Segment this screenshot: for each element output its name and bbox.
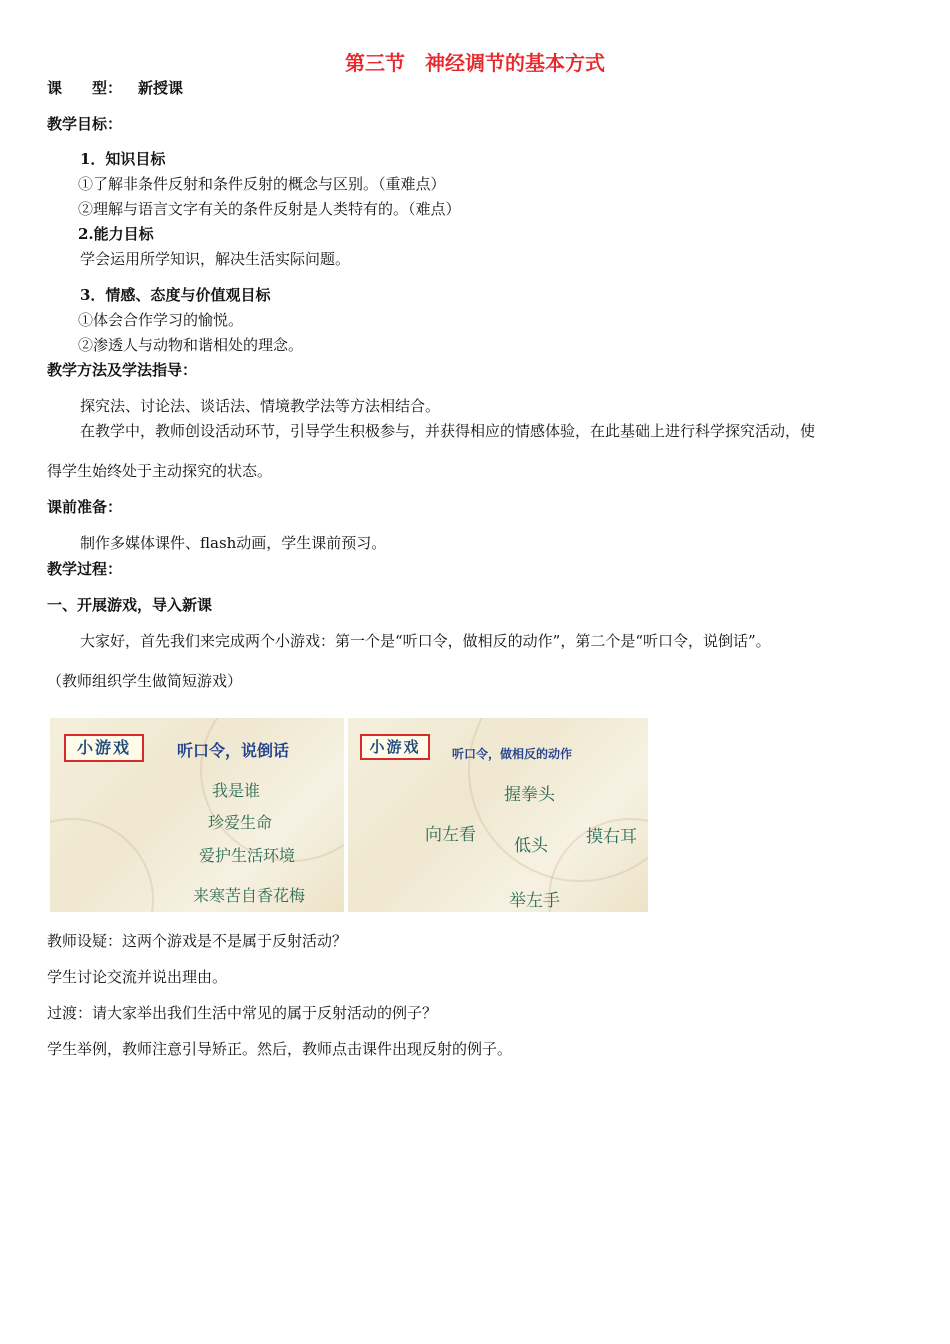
objectives-heading: 教学目标： [47, 115, 123, 133]
game-word: 举左手 [509, 891, 560, 911]
emotion-item: ②渗透人与动物和谐相处的理念。 [78, 336, 304, 354]
methods-line: 在教学中，教师创设活动环节，引导学生积极参与，并获得相应的情感体验，在此基础上进行科学探究活动，使 [80, 422, 816, 440]
ability-heading: 2.能力目标 [78, 225, 154, 243]
methods-heading: 教学方法及学法指导： [47, 361, 198, 379]
ability-item: 学会运用所学知识，解决生活实际问题。 [80, 250, 351, 268]
game-word: 摸右耳 [586, 827, 637, 847]
game-word: 我是谁 [212, 781, 261, 800]
knowledge-item: ②理解与语言文字有关的条件反射是人类特有的。（难点） [78, 200, 461, 218]
game-word: 低头 [514, 836, 548, 856]
game-word: 向左看 [425, 825, 476, 845]
game-tag: 小游戏 [360, 734, 430, 760]
emotion-heading: 3．情感、态度与价值观目标 [80, 286, 271, 304]
intro-text: 大家好，首先我们来完成两个小游戏：第一个是“听口令，做相反的动作”，第二个是“听口令，说倒话”。 [80, 632, 771, 650]
page-title: 第三节 神经调节的基本方式 [345, 51, 605, 75]
process-heading: 教学过程： [47, 560, 123, 578]
methods-line: 探究法、讨论法、谈话法、情境教学法等方法相结合。 [80, 397, 441, 415]
game-word: 珍爱生命 [208, 813, 273, 832]
preparation-text: 制作多媒体课件、flash动画，学生课前预习。 [80, 534, 387, 552]
emotion-item: ①体会合作学习的愉悦。 [78, 311, 244, 329]
preparation-heading: 课前准备： [47, 498, 123, 516]
knowledge-item: ①了解非条件反射和条件反射的概念与区别。（重难点） [78, 175, 446, 193]
game-heading: 听口令，做相反的动作 [452, 747, 573, 761]
methods-line: 得学生始终处于主动探究的状态。 [47, 462, 273, 480]
game-heading: 听口令，说倒话 [177, 741, 290, 760]
knowledge-heading: 1．知识目标 [80, 150, 166, 168]
game-panel-right [348, 718, 648, 912]
lesson-type-value: 新授课 [138, 79, 184, 97]
process-line: 学生举例，教师注意引导矫正。然后，教师点击课件出现反射的例子。 [47, 1040, 513, 1058]
game-tag: 小游戏 [64, 734, 144, 762]
note-text: （教师组织学生做简短游戏） [47, 672, 243, 690]
process-line: 教师设疑：这两个游戏是不是属于反射活动？ [47, 932, 348, 950]
game-word: 握拳头 [504, 785, 555, 805]
game-word: 爱护生活环境 [199, 846, 296, 865]
lesson-type-label: 课 型： [47, 79, 123, 97]
game-word: 来寒苦自香花梅 [193, 886, 306, 905]
game-panel-left [50, 718, 344, 912]
process-line: 过渡：请大家举出我们生活中常见的属于反射活动的例子？ [47, 1004, 438, 1022]
section-heading: 一、开展游戏，导入新课 [47, 596, 213, 614]
process-line: 学生讨论交流并说出理由。 [47, 968, 228, 986]
